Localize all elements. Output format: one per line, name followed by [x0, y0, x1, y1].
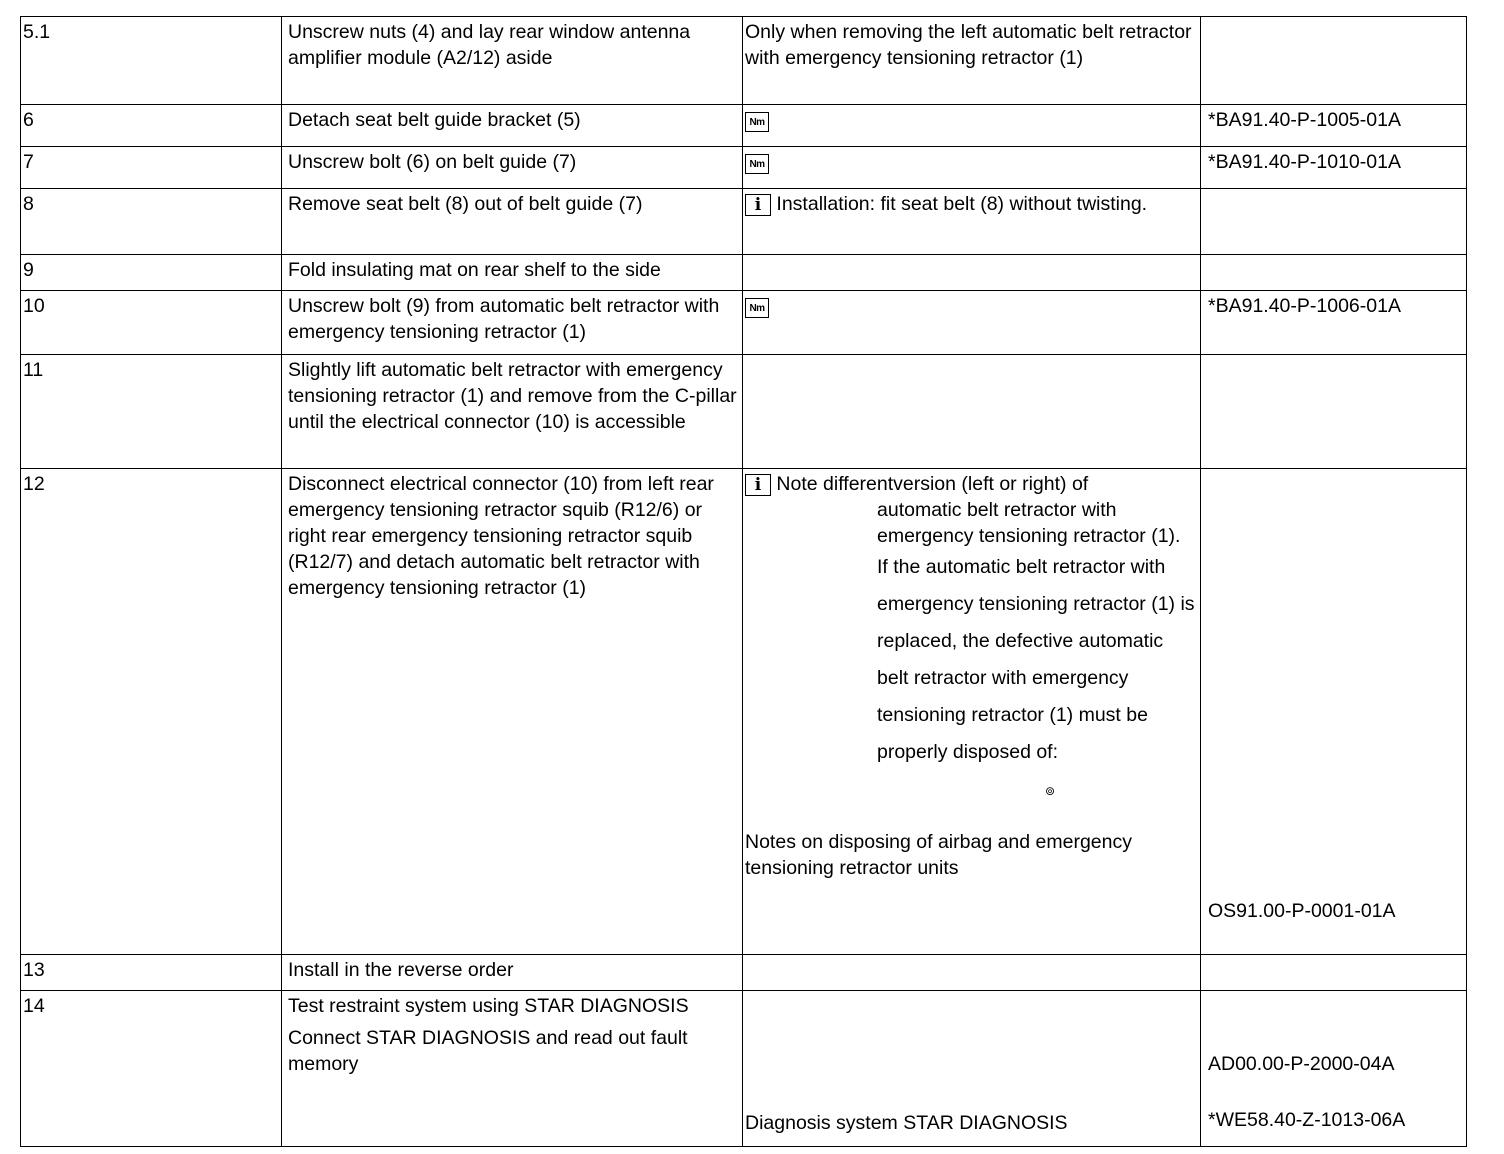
step-reference: *BA91.40-P-1005-01A	[1201, 105, 1467, 147]
step-action: Unscrew bolt (6) on belt guide (7)	[282, 147, 743, 189]
step-reference	[1201, 255, 1467, 291]
info-icon: i	[745, 194, 771, 216]
procedure-table	[20, 16, 1467, 1147]
step-number: 12	[21, 469, 282, 955]
step-note	[743, 291, 1201, 355]
table-row	[21, 355, 1467, 469]
step-number: 9	[21, 255, 282, 291]
step-note	[743, 105, 1201, 147]
table-row	[21, 147, 1467, 189]
note-text-c: If the automatic belt retractor with emergency tensioning retractor (1) is replaced, the defective automatic belt retractor with emergency tensioning retractor (1) must be properly disposed of:	[877, 556, 1195, 763]
action-text-b: Connect STAR DIAGNOSIS and read out fault memory	[288, 1027, 688, 1075]
step-note-text: Diagnosis system STAR DIAGNOSIS	[745, 1112, 1068, 1134]
reference-code: AD00.00-P-2000-04A	[1208, 1053, 1395, 1075]
step-note	[743, 147, 1201, 189]
step-reference	[1201, 991, 1467, 1147]
table-row	[21, 17, 1467, 105]
reference-code: *WE58.40-Z-1013-06A	[1208, 1109, 1406, 1131]
torque-icon: Nm	[745, 154, 769, 174]
step-action: Install in the reverse order	[282, 955, 743, 991]
step-reference: *BA91.40-P-1010-01A	[1201, 147, 1467, 189]
step-reference	[1201, 469, 1467, 955]
step-reference	[1201, 17, 1467, 105]
step-note	[743, 255, 1201, 291]
step-number: 14	[21, 991, 282, 1147]
step-note	[743, 189, 1201, 255]
table-row	[21, 955, 1467, 991]
step-number: 7	[21, 147, 282, 189]
torque-icon: Nm	[745, 112, 769, 132]
action-text-a: Test restraint system using STAR DIAGNOSIS	[288, 995, 689, 1017]
step-reference	[1201, 955, 1467, 991]
step-note	[743, 955, 1201, 991]
info-icon: i	[745, 474, 771, 496]
step-note	[743, 355, 1201, 469]
step-action: Remove seat belt (8) out of belt guide (7)	[282, 189, 743, 255]
note-text-d: Notes on disposing of airbag and emergency tensioning retractor units	[745, 831, 1132, 879]
step-reference	[1201, 355, 1467, 469]
torque-icon: Nm	[745, 298, 769, 318]
step-action: Unscrew nuts (4) and lay rear window antenna amplifier module (A2/12) aside	[282, 17, 743, 105]
recycle-icon: ⊚	[1045, 784, 1056, 798]
step-note: Only when removing the left automatic belt retractor with emergency tensioning retractor (1)	[743, 17, 1201, 105]
table-row	[21, 291, 1467, 355]
step-number: 5.1	[21, 17, 282, 105]
step-action: Disconnect electrical connector (10) from left rear emergency tensioning retractor squib (R12/6) or right rear emergency tensioning retractor squib (R12/7) and detach automatic belt retractor with emergency tensioning retractor (1)	[282, 469, 743, 955]
step-action: Unscrew bolt (9) from automatic belt retractor with emergency tensioning retractor (1)	[282, 291, 743, 355]
step-note	[743, 991, 1201, 1147]
step-number: 10	[21, 291, 282, 355]
step-action: Slightly lift automatic belt retractor with emergency tensioning retractor (1) and remove from the C-pillar until the electrical connector (10) is accessible	[282, 355, 743, 469]
step-reference	[1201, 189, 1467, 255]
table-row	[21, 105, 1467, 147]
note-text-a: Note differentversion (left or right) of	[776, 473, 1089, 495]
table-row	[21, 991, 1467, 1147]
step-reference: *BA91.40-P-1006-01A	[1201, 291, 1467, 355]
table-row	[21, 469, 1467, 955]
note-text-b: automatic belt retractor with emergency tensioning retractor (1).	[877, 499, 1181, 547]
reference-code: OS91.00-P-0001-01A	[1208, 900, 1396, 922]
table-row	[21, 189, 1467, 255]
note-first-line	[745, 471, 1196, 497]
step-number: 6	[21, 105, 282, 147]
step-number: 13	[21, 955, 282, 991]
step-note-text: Installation: fit seat belt (8) without twisting.	[776, 193, 1148, 215]
table-row	[21, 255, 1467, 291]
step-action: Fold insulating mat on rear shelf to the side	[282, 255, 743, 291]
step-note	[743, 469, 1201, 955]
step-number: 8	[21, 189, 282, 255]
step-action	[282, 991, 743, 1147]
step-action: Detach seat belt guide bracket (5)	[282, 105, 743, 147]
step-number: 11	[21, 355, 282, 469]
